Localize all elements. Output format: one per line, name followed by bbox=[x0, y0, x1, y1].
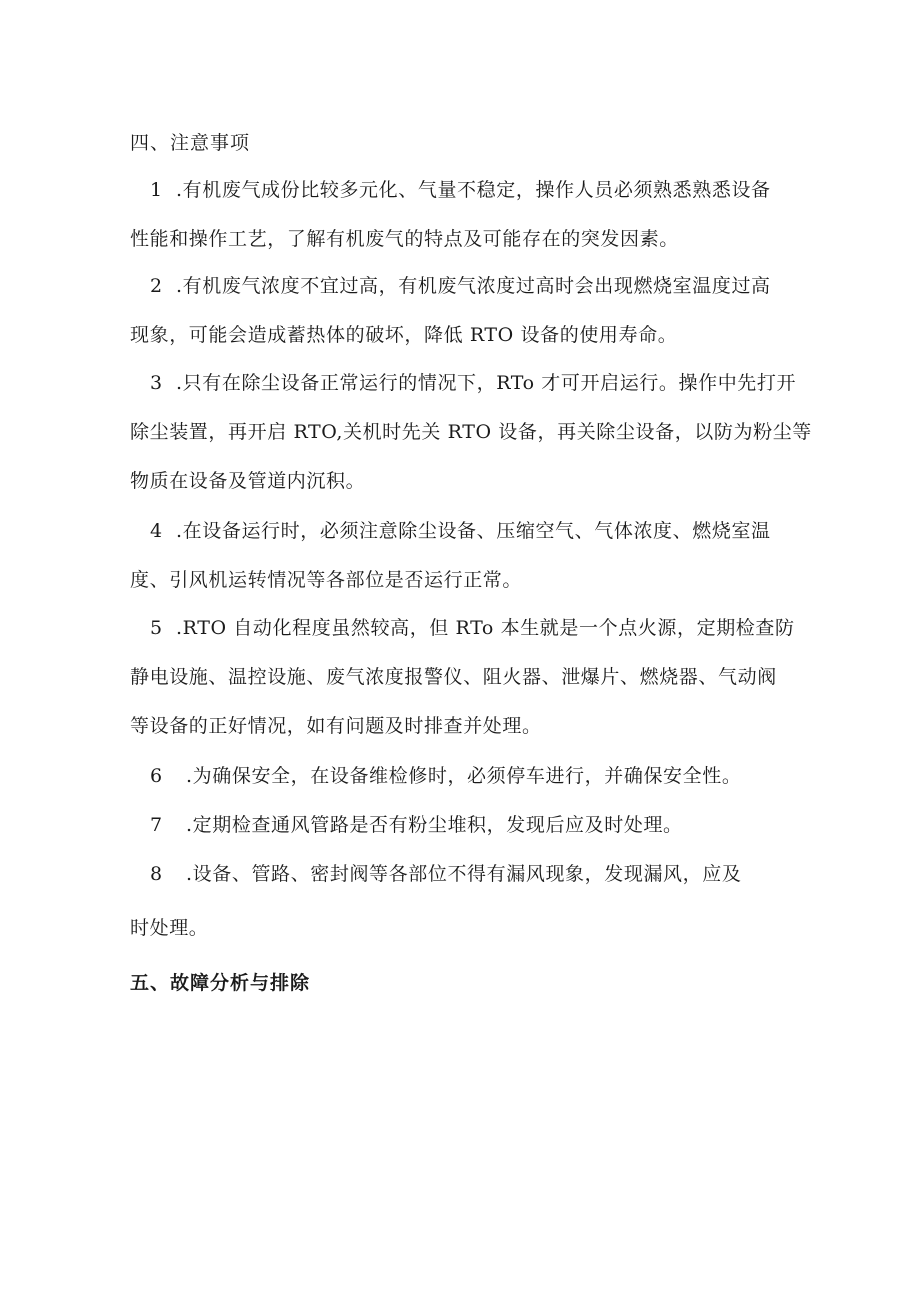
item-line: 等设备的正好情况，如有问题及时排查并处理。 bbox=[130, 715, 542, 737]
item-line: 7 .定期检查通风管路是否有粉尘堆积，发现后应及时处理。 bbox=[130, 801, 802, 850]
item-line: 除尘装置，再开启 RTO,关机时先关 RTO 设备，再关除尘设备，以防为粉尘等 bbox=[130, 421, 812, 443]
item-line: 5 .RTO 自动化程度虽然较高，但 RTo 本生就是一个点火源，定期检查防 bbox=[130, 604, 802, 653]
precaution-item-2 bbox=[130, 262, 802, 360]
item-number: 7 bbox=[150, 814, 163, 836]
item-line: 2 .有机废气浓度不宜过高，有机废气浓度过高时会出现燃烧室温度过高 bbox=[130, 262, 802, 311]
precaution-item-1 bbox=[130, 166, 802, 264]
precaution-item-7 bbox=[130, 801, 802, 850]
item-number: 8 bbox=[150, 863, 163, 885]
item-line: 8 .设备、管路、密封阀等各部位不得有漏风现象，发现漏风，应及 bbox=[130, 850, 802, 899]
item-line: 1 .有机废气成份比较多元化、气量不稳定，操作人员必须熟悉熟悉设备 bbox=[130, 166, 802, 215]
item-line: 3 .只有在除尘设备正常运行的情况下，RTo 才可开启运行。操作中先打开 bbox=[130, 359, 802, 408]
item-line: 物质在设备及管道内沉积。 bbox=[130, 470, 366, 492]
item-line: 6 .为确保安全，在设备维检修时，必须停车进行，并确保安全性。 bbox=[130, 752, 802, 801]
item-line: 性能和操作工艺，了解有机废气的特点及可能存在的突发因素。 bbox=[130, 228, 679, 250]
item-number: 4 bbox=[150, 520, 163, 542]
item-number: 6 bbox=[150, 765, 163, 787]
item-line: 时处理。 bbox=[130, 917, 209, 939]
precaution-item-5 bbox=[130, 604, 802, 751]
item-number: 2 bbox=[150, 275, 163, 297]
item-line: 现象，可能会造成蓄热体的破坏，降低 RTO 设备的使用寿命。 bbox=[130, 324, 678, 346]
item-number: 3 bbox=[150, 372, 163, 394]
item-number: 5 bbox=[150, 617, 163, 639]
item-line: 静电设施、温控设施、废气浓度报警仪、阻火器、泄爆片、燃烧器、气动阀 bbox=[130, 666, 777, 688]
precaution-item-3 bbox=[130, 359, 812, 506]
precaution-item-6 bbox=[130, 752, 802, 801]
precaution-item-8 bbox=[130, 850, 802, 953]
item-number: 1 bbox=[150, 179, 163, 201]
precaution-item-4 bbox=[130, 507, 802, 605]
section-heading-troubleshooting: 五、故障分析与排除 bbox=[130, 972, 311, 994]
item-line: 度、引风机运转情况等各部位是否运行正常。 bbox=[130, 569, 523, 591]
item-line: 4 .在设备运行时，必须注意除尘设备、压缩空气、气体浓度、燃烧室温 bbox=[130, 507, 802, 556]
section-heading-precautions: 四、注意事项 bbox=[130, 132, 251, 154]
